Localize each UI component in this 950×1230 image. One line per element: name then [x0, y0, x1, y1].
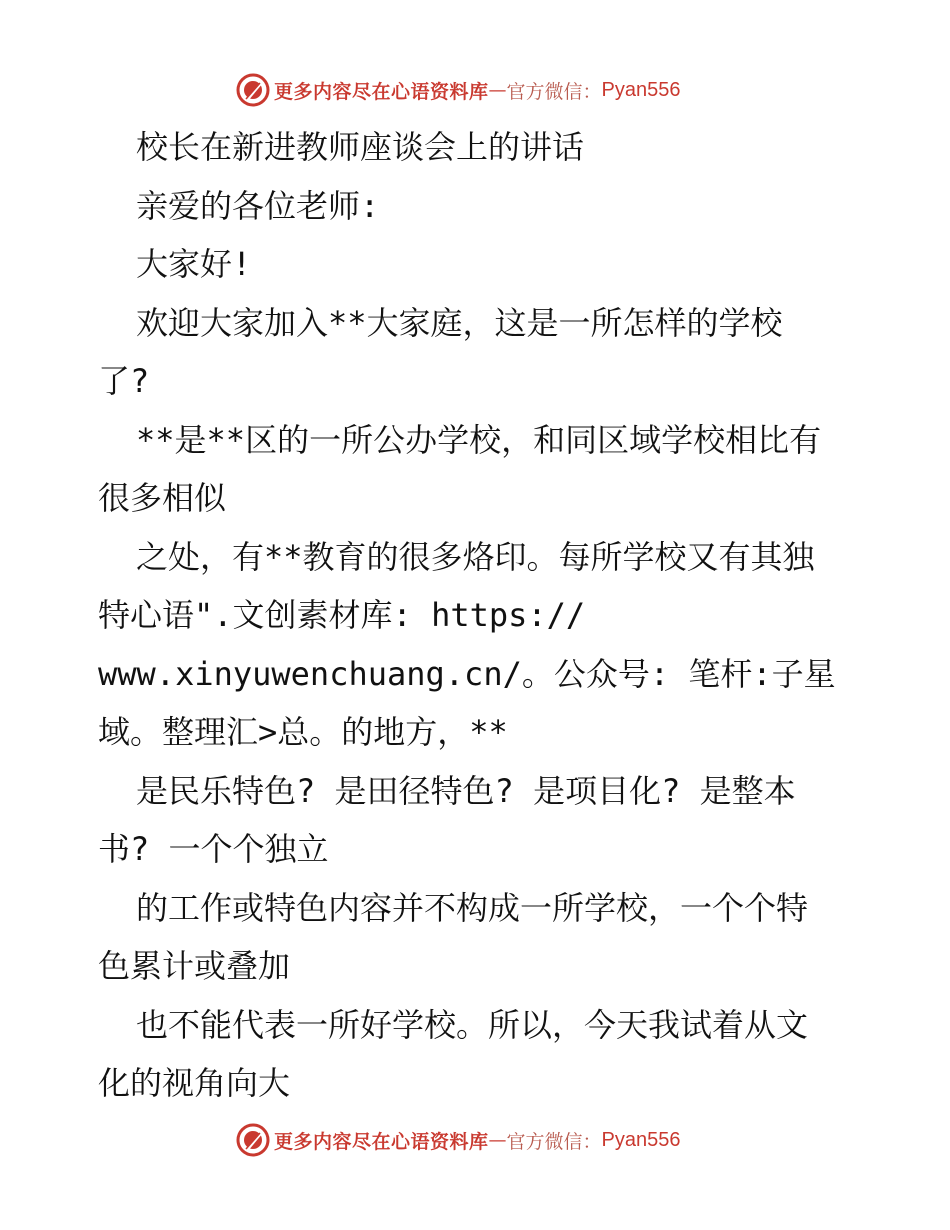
- header-dash: —: [488, 79, 507, 101]
- paragraph-line: 是民乐特色? 是田径特色? 是项目化? 是整本: [136, 771, 796, 810]
- paragraph-line: www.xinyuwenchuang.cn/。公众号: 笔杆:子星: [98, 654, 836, 693]
- paragraph-line: **是**区的一所公办学校，和同区域学校相比有: [136, 420, 822, 459]
- paragraph-line: 域。整理汇>总。的地方，**: [98, 713, 508, 751]
- footer-brand-text: 更多内容尽在心语资料库: [274, 1130, 489, 1153]
- paragraph-line: 化的视角向大: [98, 1064, 291, 1102]
- paragraph-line: 了?: [98, 362, 150, 400]
- paragraph-line: 特心语".文创素材库: https://: [98, 596, 586, 634]
- footer-banner: [236, 1122, 681, 1158]
- footer-dash: —: [488, 1129, 507, 1151]
- header-banner: [236, 72, 681, 108]
- document-body: [98, 118, 888, 1113]
- paragraph-line: 色累计或叠加: [98, 947, 291, 985]
- salutation: 亲爱的各位老师:: [136, 186, 380, 225]
- paragraph-line: 之处，有**教育的很多烙印。每所学校又有其独: [136, 537, 815, 576]
- header-wechat-id: Pyan556: [601, 78, 681, 101]
- paragraph-line: 很多相似: [98, 479, 227, 517]
- greeting: 大家好!: [136, 245, 252, 283]
- paragraph-line: 也不能代表一所好学校。所以，今天我试着从文: [136, 1005, 809, 1044]
- header-brand-text: 更多内容尽在心语资料库: [274, 80, 489, 103]
- quill-logo-icon: [236, 73, 270, 107]
- footer-wechat-label: 官方微信：: [506, 1130, 602, 1153]
- paragraph-line: 书? 一个个独立: [98, 830, 329, 868]
- paragraph-line: 的工作或特色内容并不构成一所学校，一个个特: [136, 888, 809, 927]
- document-title: 校长在新进教师座谈会上的讲话: [136, 128, 585, 166]
- quill-logo-icon: [236, 1123, 270, 1157]
- paragraph-line: 欢迎大家加入**大家庭，这是一所怎样的学校: [136, 303, 783, 342]
- header-wechat-label: 官方微信：: [506, 80, 602, 103]
- footer-wechat-id: Pyan556: [601, 1128, 681, 1151]
